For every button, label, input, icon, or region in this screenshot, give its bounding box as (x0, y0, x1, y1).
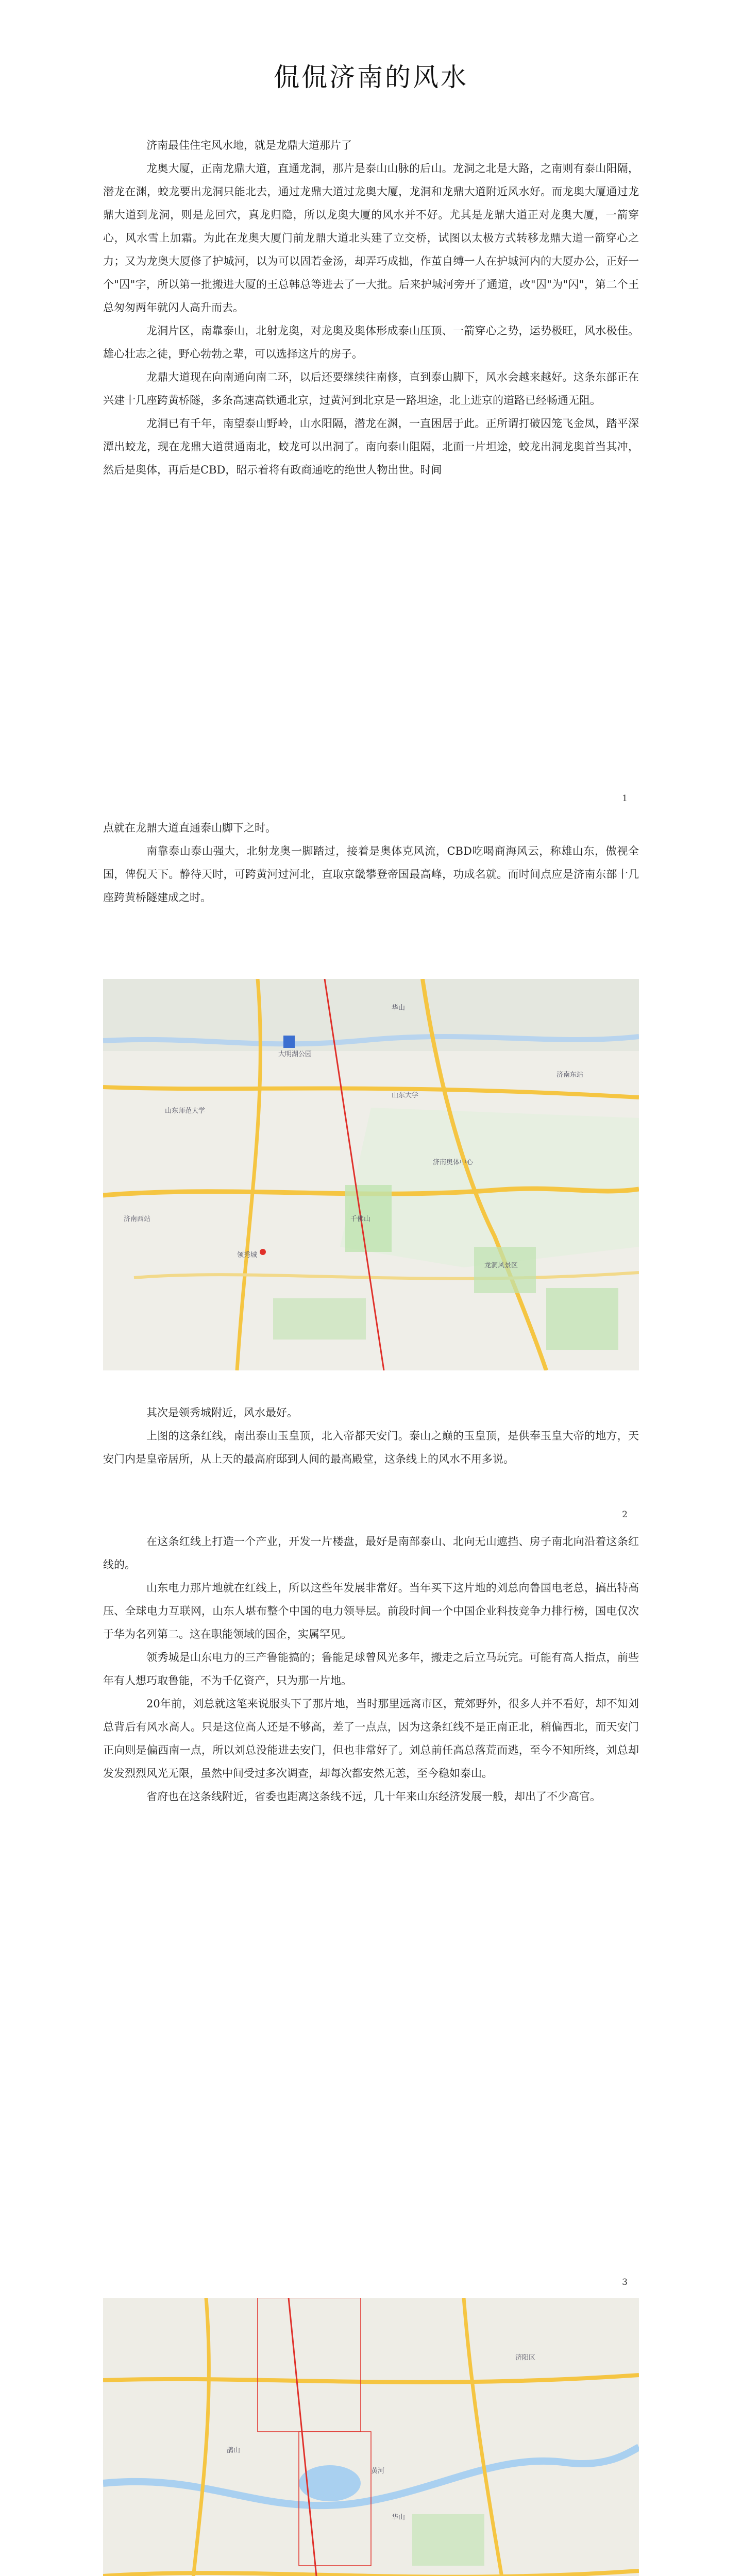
map-label: 鹊山 (227, 2447, 241, 2454)
map-label: 济阳区 (515, 2354, 536, 2362)
map-label: 济南奥体中心 (433, 1159, 474, 1166)
section-1 (103, 134, 639, 482)
map-label: 领秀城 (237, 1251, 258, 1259)
paragraph: 龙洞已有千年，南望泰山野岭，山水阳隔，潜龙在渊，一直困居于此。正所谓打破囚笼飞金凤，踏平深潭出蛟龙，现在龙鼎大道贯通南北，蛟龙可以出洞了。南向泰山阻隔，北面一片坦途，蛟龙出洞龙奥首当其冲，然后是奥体，再后是CBD，昭示着将有政商通吃的绝世人物出世。时间 (103, 417, 639, 476)
section-2 (103, 817, 639, 909)
map-label: 华山 (392, 2514, 406, 2521)
paragraph: 20年前，刘总就这笔来说服头下了那片地，当时那里远离市区，荒郊野外，很多人并不看好，却不知刘总背后有风水高人。只是这位高人还是不够高，差了一点点，因为这条红线不是正南正北，稍偏西北，而天安门正向则是偏西南一点，所以刘总没能进去安门，但也非常好了。刘总前任高总落荒而逃，至今不知所终，刘总却发发烈烈风光无限，虽然中间受过多次调查，却每次都安然无恙，至今稳如泰山。 (103, 1698, 639, 1780)
page-number: 3 (622, 2277, 628, 2287)
paragraph: 龙洞片区，南靠泰山，北射龙奥，对龙奥及奥体形成泰山压顶、一箭穿心之势，运势极旺，风水极佳。雄心壮志之徒，野心勃勃之辈，可以选择这片的房子。 (103, 325, 639, 360)
paragraph: 在这条红线上打造一个产业，开发一片楼盘，最好是南部泰山、北向无山遮挡、房子南北向沿着这条红线的。 (103, 1535, 639, 1571)
map-label: 山东师范大学 (165, 1107, 206, 1115)
paragraph: 上图的这条红线，南出泰山玉皇顶，北入帝都天安门。泰山之巅的玉皇顶，是供奉玉皇大帝的地方，天安门内是皇帝居所，从上天的最高府邸到人间的最高殿堂，这条线上的风水不用多说。 (103, 1430, 639, 1465)
map-label: 华山 (392, 1004, 406, 1012)
map-label: 黄河 (371, 2467, 385, 2475)
map-label: 千佛山 (350, 1215, 371, 1223)
paragraph: 其次是领秀城附近，风水最好。 (146, 1406, 298, 1419)
paragraph: 龙奥大厦，正南龙鼎大道，直通龙洞，那片是泰山山脉的后山。龙洞之北是大路，之南则有泰山阳隔，潜龙在渊，蛟龙要出龙洞只能北去，通过龙鼎大道过龙奥大厦，龙洞和龙鼎大道附近风水好。而龙奥大厦通过龙鼎大道到龙洞，则是龙回穴，真龙归隐，所以龙奥大厦的风水并不好。尤其是龙鼎大道正对龙奥大厦，一箭穿心，风水雪上加霜。为此在龙奥大厦门前龙鼎大道北头建了立交桥，试图以太极方式转移龙鼎大道一箭穿心之力；又为龙奥大厦修了护城河，以为可以固若金汤，却弄巧成拙，作茧自缚一人在护城河内的大厦办公，正好一个"囚"字，所以第一批搬进大厦的王总韩总等进去了一大批。后来护城河旁开了通道，改"囚"为"闪"，第二个王总匆匆两年就闪人高升而去。 (103, 162, 639, 314)
paragraph: 龙鼎大道现在向南通向南二环，以后还要继续往南修，直到泰山脚下，风水会越来越好。这条东部正在兴建十几座跨黄桥隧，多条高速高铁通北京，过黄河到北京是一路坦途，北上进京的道路已经畅通无阻。 (103, 371, 639, 406)
paragraph: 济南最佳住宅风水地，就是龙鼎大道那片了 (146, 139, 352, 151)
page-number: 2 (622, 1510, 628, 1520)
map-label: 大明湖公园 (278, 1050, 312, 1058)
paragraph: 南靠泰山泰山强大，北射龙奥一脚踏过，接着是奥体克风流，CBD吃喝商海风云，称雄山东，傲视全国，俾倪天下。静待天时，可跨黄河过河北，直取京畿攀登帝国最高峰，功成名就。而时间点应是济南东部十几座跨黄桥隧建成之时。 (103, 845, 639, 904)
map-image-2 (103, 2298, 639, 2576)
paragraph: 点就在龙鼎大道直通泰山脚下之时。 (103, 822, 276, 834)
page-number: 1 (622, 793, 628, 804)
paragraph: 省府也在这条线附近，省委也距离这条线不远，几十年来山东经济发展一般，却出了不少高官。 (146, 1790, 601, 1803)
section-3 (103, 1401, 639, 1471)
map-image-1 (103, 979, 639, 1370)
document-title: 侃侃济南的风水 (274, 62, 468, 92)
map-label: 龙洞风景区 (484, 1262, 518, 1269)
paragraph: 山东电力那片地就在红线上，所以这些年发展非常好。当年买下这片地的刘总向鲁国电老总，搞出特高压、全球电力互联网，山东人堪布整个中国的电力领导层。前段时间一个中国企业科技竞争力排行榜，国电仅次于华为名列第二。这在职能领域的国企，实属罕见。 (103, 1582, 639, 1640)
section-4 (103, 1530, 639, 1808)
map-label: 济南东站 (556, 1071, 584, 1079)
paragraph: 领秀城是山东电力的三产鲁能搞的；鲁能足球曾风光多年，搬走之后立马玩完。可能有高人指点，前些年有人想巧取鲁能，不为千亿资产，只为那一片地。 (103, 1651, 639, 1687)
map-label: 山东大学 (392, 1092, 419, 1099)
map-label: 济南西站 (124, 1215, 151, 1223)
